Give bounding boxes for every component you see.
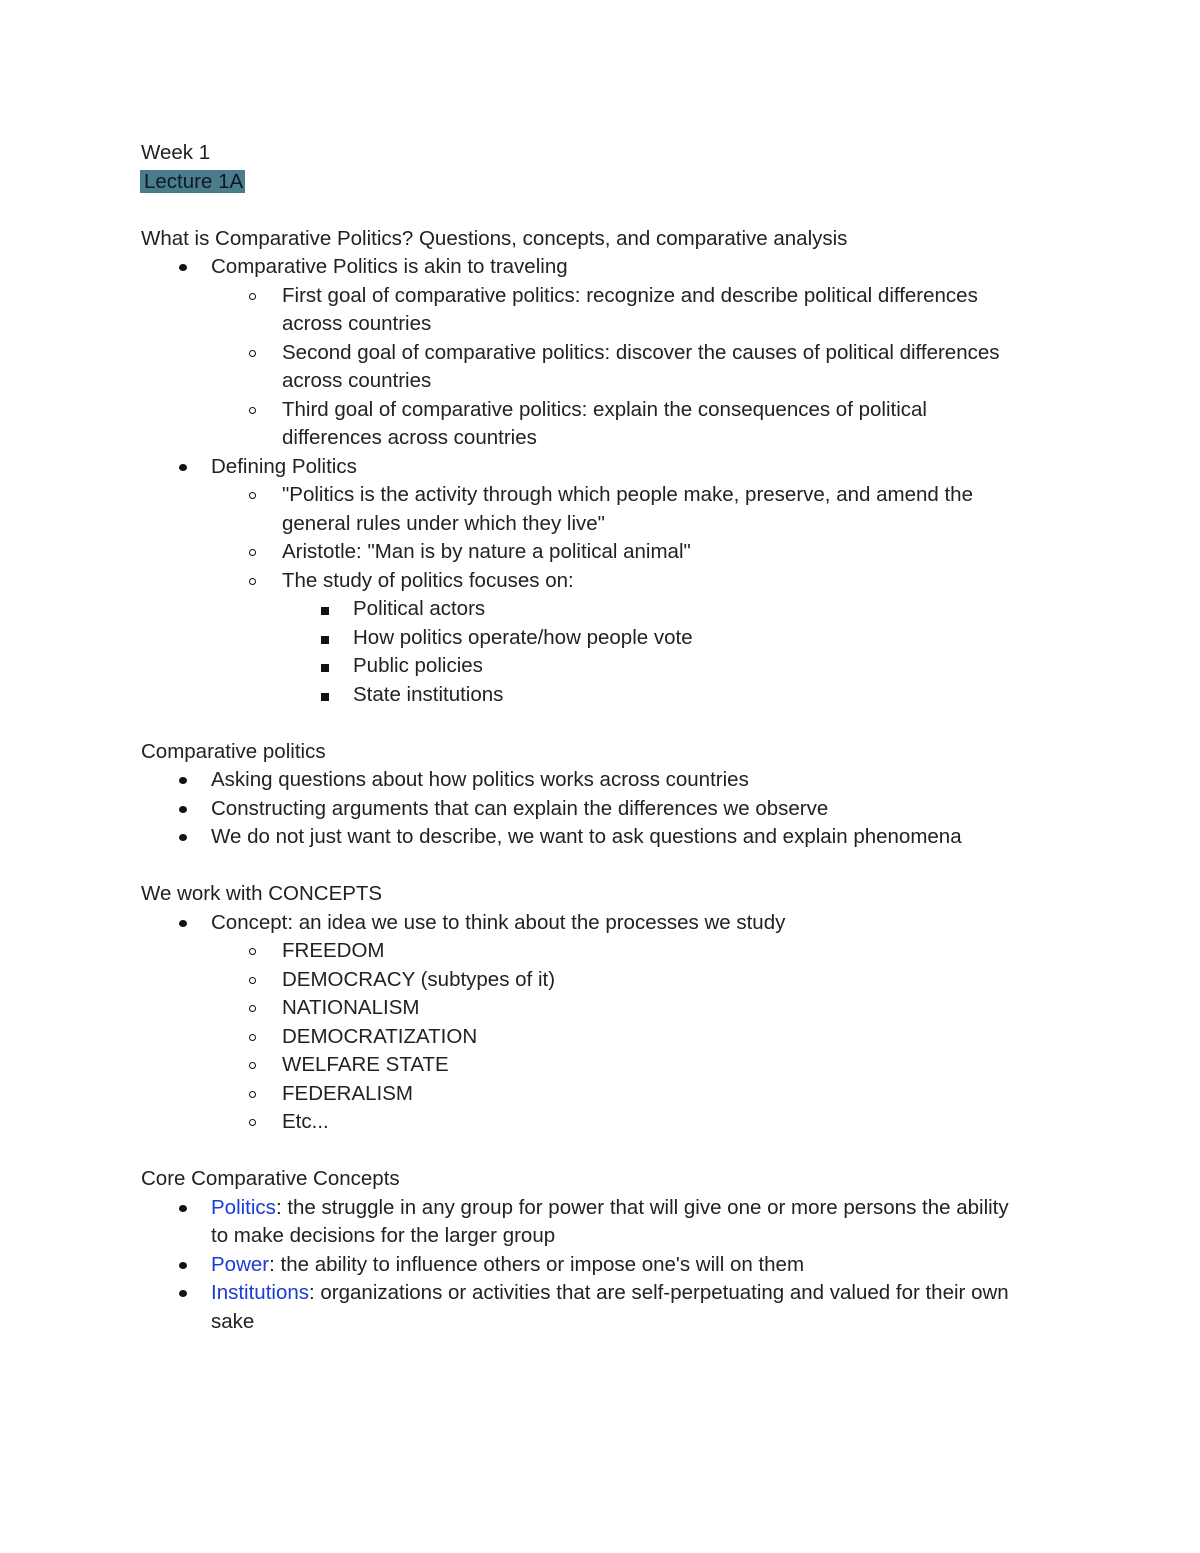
bullet-dot-icon — [177, 823, 197, 852]
list-item-text: DEMOCRATIZATION — [282, 1024, 478, 1048]
list-item — [141, 567, 1061, 596]
list-item — [141, 538, 1061, 567]
bullet-circle-icon — [247, 339, 267, 368]
bullet-circle-icon — [247, 1023, 267, 1052]
spacer — [141, 852, 1061, 881]
list-item — [141, 795, 1061, 824]
spacer — [141, 709, 1061, 738]
list-item — [141, 481, 1061, 538]
list-item-text — [211, 1279, 1061, 1308]
bullet-square-icon — [318, 681, 338, 710]
bullet-dot-icon — [177, 909, 197, 938]
list-item — [141, 681, 1061, 710]
list-item-text — [211, 1194, 1061, 1223]
list-item-text: How politics operate/how people vote — [353, 625, 693, 649]
list-item-text: State institutions — [353, 682, 504, 706]
bullet-dot-icon — [177, 1279, 197, 1308]
bullet-dot-icon — [177, 253, 197, 282]
list-item-text: Constructing arguments that can explain the differences we observe — [211, 796, 829, 820]
list-item-text: The study of politics focuses on: — [282, 568, 574, 592]
bullet-dot-icon — [177, 1194, 197, 1223]
list-item-text: WELFARE STATE — [282, 1053, 449, 1076]
list-item — [141, 595, 1061, 624]
lecture-label-row — [141, 168, 1061, 197]
list-item-text: FEDERALISM — [282, 1081, 413, 1105]
section3-list — [141, 909, 1061, 1137]
bullet-circle-icon — [247, 567, 267, 596]
term-power: Power — [211, 1252, 270, 1276]
list-item-text: general rules under which they live" — [282, 511, 605, 535]
list-item — [141, 994, 1061, 1023]
definition-text: : the ability to influence others or impose one's will on them — [269, 1252, 805, 1276]
bullet-dot-icon — [177, 795, 197, 824]
list-item-text: Public policies — [353, 654, 483, 677]
list-item-text — [211, 1251, 1061, 1280]
definition-text: : the struggle in any group for power that will give one or more persons the ability — [275, 1195, 1009, 1219]
list-item — [141, 253, 1061, 282]
bullet-circle-icon — [247, 481, 267, 510]
definition-text: : organizations or activities that are self-perpetuating and valued for their own — [309, 1281, 1009, 1304]
bullet-circle-icon — [247, 396, 267, 425]
list-item-text: Defining Politics — [211, 454, 357, 478]
list-item — [141, 396, 1061, 453]
section1-heading: What is Comparative Politics? Questions, concepts, and comparative analysis — [141, 226, 848, 250]
document-body — [141, 139, 1061, 1336]
list-item-text: NATIONALISM — [282, 996, 420, 1019]
list-item-text: sake — [211, 1309, 255, 1333]
list-item-text: to make decisions for the larger group — [211, 1224, 556, 1247]
list-item-text: Etc... — [282, 1110, 329, 1133]
week-label: Week 1 — [141, 141, 211, 164]
term-politics: Politics — [211, 1195, 276, 1219]
list-item — [141, 909, 1061, 938]
bullet-circle-icon — [247, 538, 267, 567]
list-item-text: DEMOCRACY (subtypes of it) — [282, 967, 556, 991]
term-institutions: Institutions — [211, 1281, 309, 1304]
list-item-text: Comparative Politics is akin to traveling — [211, 255, 568, 278]
list-item — [141, 624, 1061, 653]
bullet-circle-icon — [247, 1080, 267, 1109]
list-item — [141, 937, 1061, 966]
bullet-circle-icon — [247, 966, 267, 995]
lecture-label: Lecture 1A — [140, 170, 245, 193]
bullet-circle-icon — [247, 937, 267, 966]
list-item-text: Third goal of comparative politics: explain the consequences of political — [282, 397, 927, 421]
spacer — [141, 196, 1061, 225]
bullet-circle-icon — [247, 1108, 267, 1137]
list-item — [141, 453, 1061, 482]
list-item-text: Second goal of comparative politics: discover the causes of political differences — [282, 340, 1000, 364]
list-item — [141, 1279, 1061, 1336]
list-item-text: Concept: an idea we use to think about the processes we study — [211, 910, 786, 934]
section1-list — [141, 253, 1061, 709]
bullet-square-icon — [318, 652, 338, 681]
list-item-text: FREEDOM — [282, 939, 385, 962]
bullet-circle-icon — [247, 282, 267, 311]
list-item-text: Aristotle: "Man is by nature a political animal" — [282, 540, 691, 563]
section4-list — [141, 1194, 1061, 1337]
list-item-text: differences across countries — [282, 426, 537, 449]
section3-heading: We work with CONCEPTS — [141, 882, 383, 905]
list-item-text: First goal of comparative politics: recognize and describe political differences — [282, 283, 978, 307]
list-item — [141, 1023, 1061, 1052]
list-item-text: "Politics is the activity through which people make, preserve, and amend the — [282, 483, 973, 506]
list-item-text: We do not just want to describe, we want to ask questions and explain phenomena — [211, 825, 962, 848]
list-item — [141, 339, 1061, 396]
bullet-square-icon — [318, 595, 338, 624]
list-item — [141, 1080, 1061, 1109]
list-item-text: Asking questions about how politics works across countries — [211, 768, 749, 791]
list-item — [141, 652, 1061, 681]
bullet-dot-icon — [177, 453, 197, 482]
list-item — [141, 1251, 1061, 1280]
section2-list — [141, 766, 1061, 852]
section2-heading: Comparative politics — [141, 739, 326, 763]
bullet-dot-icon — [177, 766, 197, 795]
section4-heading: Core Comparative Concepts — [141, 1167, 400, 1190]
list-item-text: across countries — [282, 369, 432, 392]
list-item — [141, 966, 1061, 995]
bullet-square-icon — [318, 624, 338, 653]
bullet-circle-icon — [247, 994, 267, 1023]
list-item-text: Political actors — [353, 597, 486, 620]
bullet-circle-icon — [247, 1051, 267, 1080]
list-item — [141, 1194, 1061, 1251]
bullet-dot-icon — [177, 1251, 197, 1280]
spacer — [141, 1137, 1061, 1166]
list-item — [141, 282, 1061, 339]
list-item-text: across countries — [282, 312, 432, 335]
list-item — [141, 1051, 1061, 1080]
list-item — [141, 823, 1061, 852]
list-item — [141, 766, 1061, 795]
list-item — [141, 1108, 1061, 1137]
